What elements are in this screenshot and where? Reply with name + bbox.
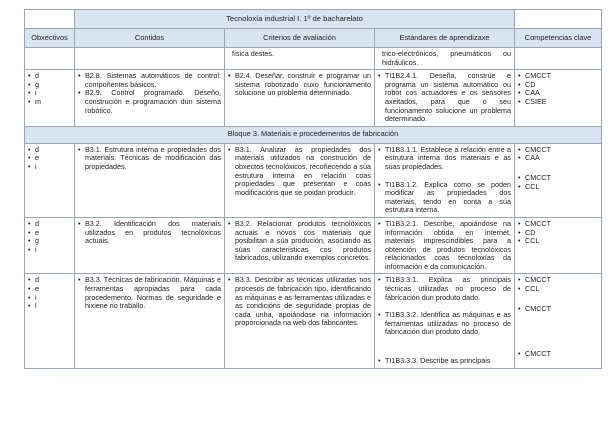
row-b33: [25, 274, 602, 368]
row-b33-competencias: [515, 274, 602, 368]
criterio-item: • B3.2. Relacionar produtos tecnolóxicos actuais e novos cos materiais que posibilitan a súa produción, asociando as súas características cos produtos fabricados, utilizando exemplos concretos.: [228, 220, 371, 263]
row-b32: [25, 217, 602, 274]
competencia-item: • CMCCT: [518, 350, 598, 359]
row-b2: [25, 70, 602, 127]
title-blank-cell-right: [515, 10, 602, 29]
obxectivo-item: • e: [28, 229, 71, 238]
title-blank-cell: [25, 10, 75, 29]
row-b32-competencias: [515, 217, 602, 274]
row-b31-competencias: [515, 143, 602, 217]
row-b33-contido: [75, 274, 225, 368]
row-b31-estandares: [375, 143, 515, 217]
estandar-item: • TI1B2.4.1. Deseña, constrúe e programa un sistema automático ou robot cos actuadores e os sensores axeitados, para que o seu funcionamento solucione un problema determinado.: [378, 72, 511, 124]
curriculum-table: [24, 9, 602, 369]
continued-criterio: física destes.: [225, 48, 375, 70]
competencia-item: • CMCCT: [518, 146, 598, 155]
contido-item: • B3.3. Técnicas de fabricación. Máquinas e ferramentas apropiadas para cada procedemento. Normas de seguridade e hixiene no traballo.: [78, 276, 221, 310]
row-b31-obxectivos: [25, 143, 75, 217]
estandar-item: • TI1B3.2.1. Describe, apoiándose na información obtida en internet, materiais imprescindibles para a obtención de produtos tecnolóxicos relacionados coas tecnoloxías da información e da comunicación.: [378, 220, 511, 272]
obxectivo-item: • d: [28, 72, 71, 81]
competencia-item: • CMCCT: [518, 72, 598, 81]
estandar-item: • TI1B3.3.1. Explica as principais técnicas utilizadas no proceso de fabricación dun produto dado.: [378, 276, 511, 302]
obxectivo-item: • i: [28, 246, 71, 255]
row-b33-obxectivos: [25, 274, 75, 368]
row-b2-obxectivos: [25, 70, 75, 127]
continued-competencias: [515, 48, 602, 70]
criterio-item: • B3.1. Analizar as propiedades dos materiais utilizados na construción de obxectos tecnolóxicos, recoñecendo a súa estrutura interna en relación coas propiedades que presentan e coas modificacións que se poidan producir.: [228, 146, 371, 198]
competencia-item: • CSIEE: [518, 98, 598, 107]
obxectivo-item: • m: [28, 98, 71, 107]
contido-item: • B3.2. Identificación dos materiais utilizados en produtos tecnolóxicos actuais.: [78, 220, 221, 246]
obxectivo-item: • g: [28, 237, 71, 246]
obxectivo-item: • i: [28, 163, 71, 172]
obxectivo-item: • i: [28, 294, 71, 303]
estandar-item: • TI1B3.1.2. Explica como se poden modificar as propiedades dos materiais, tendo en conta a súa estrutura interna.: [378, 181, 511, 215]
row-b2-estandar: [375, 70, 515, 127]
obxectivo-item: • d: [28, 220, 71, 229]
row-b32-obxectivos: [25, 217, 75, 274]
row-b32-contido: [75, 217, 225, 274]
competencia-item: • CCL: [518, 237, 598, 246]
row-b33-criterio: [225, 274, 375, 368]
competencia-item: • CMCCT: [518, 305, 598, 314]
row-b32-estandar: [375, 217, 515, 274]
contido-item: • B2.8. Sistemas automáticos de control: compoñentes básicos.: [78, 72, 221, 89]
competencia-item: • CD: [518, 229, 598, 238]
obxectivo-item: • d: [28, 146, 71, 155]
continued-estandar: trico-electrónicos, pneumáticos ou hidráulicos.: [375, 48, 515, 70]
header-obxectivos: Obxectivos: [25, 29, 75, 48]
continued-contidos: [75, 48, 225, 70]
row-b31-criterio: [225, 143, 375, 217]
curriculum-page: [24, 9, 601, 369]
contido-item: • B2.9. Control programado. Deseño, construción e programación dun sistema robótico.: [78, 89, 221, 115]
row-b31: [25, 143, 602, 217]
competencia-item: • CCL: [518, 183, 598, 192]
competencia-item: • CCL: [518, 285, 598, 294]
row-b33-estandares: [375, 274, 515, 368]
row-b2-criterio: [225, 70, 375, 127]
row-b2-competencias: [515, 70, 602, 127]
continued-row: [25, 48, 602, 70]
competencia-item: • CAA: [518, 89, 598, 98]
competencia-item: • CMCCT: [518, 276, 598, 285]
bloque3-title: Bloque 3. Materiais e procedementos de fabricación: [25, 126, 602, 143]
obxectivo-item: • e: [28, 154, 71, 163]
continued-obxectivos: [25, 48, 75, 70]
contido-item: • B3.1. Estrutura interna e propiedades dos materiais. Técnicas de modificación das propiedades.: [78, 146, 221, 172]
estandar-item: • TI1B3.3.3. Describe as principais: [378, 357, 511, 366]
competencia-item: • CMCCT: [518, 174, 598, 183]
criterio-item: • B2.4. Deseñar, construír e programar un sistema robotizado cuxo funcionamento solucione un problema determinado.: [228, 72, 371, 98]
table-title: Tecnoloxía industrial I. 1º de bacharelato: [75, 10, 515, 29]
obxectivo-item: • i: [28, 89, 71, 98]
competencia-item: • CD: [518, 81, 598, 90]
obxectivo-item: • d: [28, 276, 71, 285]
competencia-item: • CAA: [518, 154, 598, 163]
obxectivo-item: • e: [28, 285, 71, 294]
bloque3-row: [25, 126, 602, 143]
header-competencias: Competencias clave: [515, 29, 602, 48]
estandar-item: • TI1B3.1.1. Establece a relación entre a estrutura interna dos materiais e as súas propiedades.: [378, 146, 511, 172]
header-estandares: Estándares de aprendizaxe: [375, 29, 515, 48]
row-b2-contidos: [75, 70, 225, 127]
header-contidos: Contidos: [75, 29, 225, 48]
obxectivo-item: • l: [28, 302, 71, 311]
header-row: [25, 29, 602, 48]
competencia-item: • CMCCT: [518, 220, 598, 229]
estandar-item: • TI1B3.3.2. Identifica as máquinas e as ferramentas utilizadas no proceso de fabricación dun produto dado.: [378, 311, 511, 337]
row-b31-contido: [75, 143, 225, 217]
row-b32-criterio: [225, 217, 375, 274]
title-row: [25, 10, 602, 29]
obxectivo-item: • g: [28, 81, 71, 90]
header-criterios: Criterios de avaliación: [225, 29, 375, 48]
criterio-item: • B3.3. Describir as técnicas utilizadas nos procesos de fabricación tipo, identificando as máquinas e as ferramentas utilizadas e as condicións de seguridade propias de cada unha, apoiándose na información proporcionada na web dos fabricantes.: [228, 276, 371, 328]
